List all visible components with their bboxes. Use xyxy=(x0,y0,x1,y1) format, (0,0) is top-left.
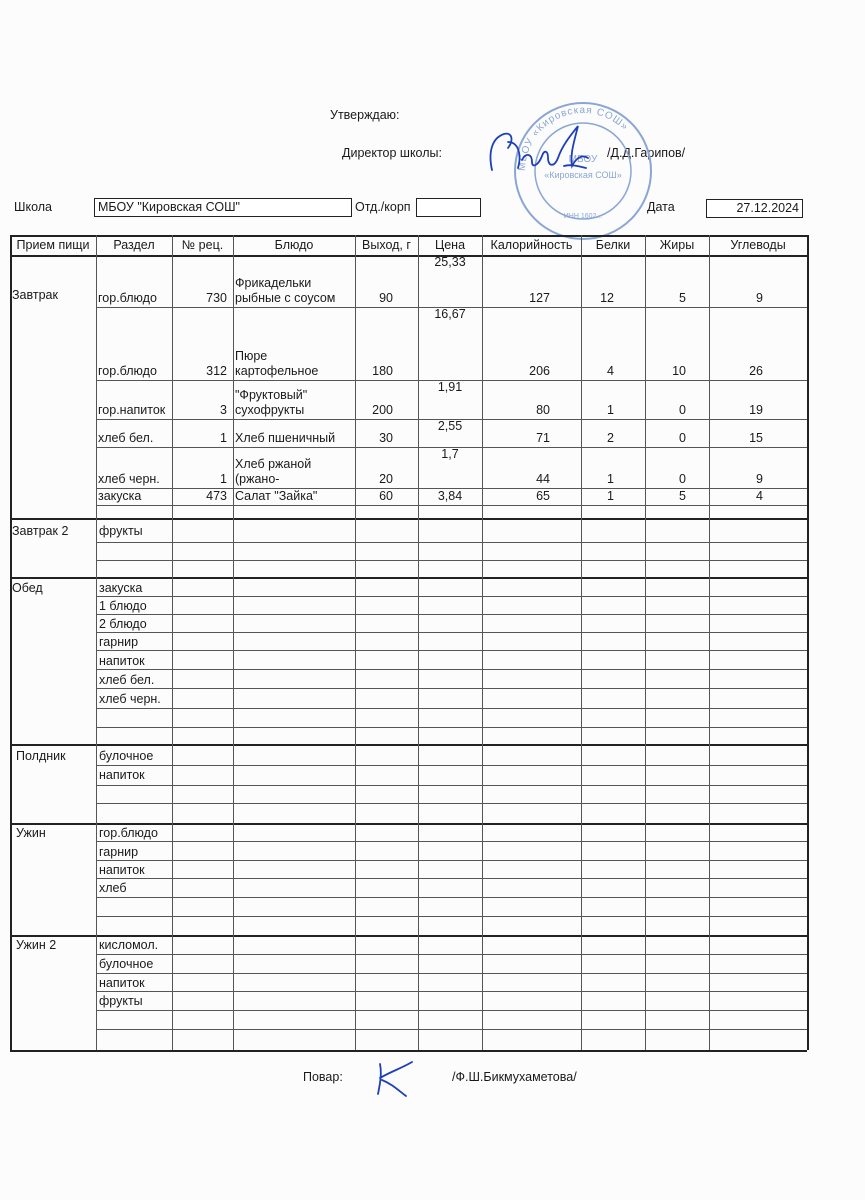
recipe-cell: 730 xyxy=(206,291,227,305)
weight-cell: 180 xyxy=(372,364,393,378)
zavtrak2-section-item: фрукты xyxy=(99,524,143,538)
col-kcal-header: Калорийность xyxy=(490,238,573,252)
dish-cell-line1: Пюре xyxy=(235,349,268,363)
section-cell: гор.блюдо xyxy=(98,364,157,378)
cook-signature xyxy=(372,1058,422,1100)
col-weight-header: Выход, г xyxy=(362,238,411,252)
col-price-header: Цена xyxy=(434,238,466,252)
cook-label: Повар: xyxy=(303,1070,343,1084)
weight-cell: 60 xyxy=(379,489,393,503)
meal-uzhin2: Ужин 2 xyxy=(16,938,57,952)
kcal-cell: 44 xyxy=(536,472,550,486)
kcal-cell: 65 xyxy=(536,489,550,503)
fat-cell: 5 xyxy=(679,291,686,305)
dish-cell-line2: сухофрукты xyxy=(235,403,305,417)
dish-cell-line2: картофельное xyxy=(235,364,319,378)
dept-field[interactable] xyxy=(416,198,481,217)
obed-section-item: гарнир xyxy=(99,635,139,649)
price-cell: 1,7 xyxy=(441,447,459,461)
kcal-cell: 127 xyxy=(529,291,550,305)
price-cell: 16,67 xyxy=(434,307,466,321)
stamp-line2: «Кировская СОШ» xyxy=(544,170,622,180)
col-recipe-header: № рец. xyxy=(181,238,224,252)
kcal-cell: 71 xyxy=(536,431,550,445)
school-label: Школа xyxy=(14,200,52,214)
col-protein-header: Белки xyxy=(595,238,631,252)
carbs-cell: 26 xyxy=(749,364,763,378)
section-cell: хлеб черн. xyxy=(98,472,160,486)
recipe-cell: 473 xyxy=(206,489,227,503)
meal-uzhin: Ужин xyxy=(16,826,46,840)
protein-cell: 1 xyxy=(607,489,614,503)
obed-section-item: закуска xyxy=(99,581,143,595)
weight-cell: 200 xyxy=(372,403,393,417)
uzhin-section-item: гор.блюдо xyxy=(99,826,158,840)
poldnik-section-item: напиток xyxy=(99,768,145,782)
carbs-cell: 9 xyxy=(756,291,763,305)
obed-section-item: 1 блюдо xyxy=(99,599,147,613)
director-signature xyxy=(478,112,608,182)
kcal-cell: 206 xyxy=(529,364,550,378)
carbs-cell: 19 xyxy=(749,403,763,417)
col-carbs-header: Углеводы xyxy=(730,238,786,252)
uzhin2-section-item: напиток xyxy=(99,976,145,990)
dish-cell: Хлеб пшеничный xyxy=(235,431,336,445)
approve-label: Утверждаю: xyxy=(330,108,400,122)
weight-cell: 30 xyxy=(379,431,393,445)
section-cell: гор.блюдо xyxy=(98,291,157,305)
obed-section-item: хлеб бел. xyxy=(99,673,155,687)
date-field[interactable]: 27.12.2024 xyxy=(706,199,803,218)
recipe-cell: 312 xyxy=(206,364,227,378)
obed-section-item: хлеб черн. xyxy=(99,692,161,706)
price-cell: 2,55 xyxy=(437,419,463,433)
recipe-cell: 3 xyxy=(220,403,227,417)
uzhin2-section-item: булочное xyxy=(99,957,154,971)
fat-cell: 0 xyxy=(679,403,686,417)
kcal-cell: 80 xyxy=(536,403,550,417)
recipe-cell: 1 xyxy=(220,472,227,486)
dish-cell: Салат "Зайка" xyxy=(235,489,318,503)
date-label: Дата xyxy=(647,200,675,214)
section-cell: хлеб бел. xyxy=(98,431,154,445)
school-field[interactable]: МБОУ "Кировская СОШ" xyxy=(94,198,352,217)
price-cell: 25,33 xyxy=(434,255,466,269)
director-label: Директор школы: xyxy=(342,146,442,160)
uzhin-section-item: хлеб xyxy=(99,881,127,895)
fat-cell: 0 xyxy=(679,472,686,486)
director-name: /Д.Д.Гарипов/ xyxy=(607,146,686,160)
col-dish-header: Блюдо xyxy=(274,238,314,252)
dish-cell-line2: (ржано- xyxy=(235,472,280,486)
carbs-cell: 15 xyxy=(749,431,763,445)
uzhin2-section-item: кисломол. xyxy=(99,938,159,952)
col-section-header: Раздел xyxy=(113,238,155,252)
section-cell: закуска xyxy=(98,489,142,503)
meal-obed: Обед xyxy=(12,581,43,595)
fat-cell: 0 xyxy=(679,431,686,445)
stamp-ring-text: МБОУ «Кировская СОШ» xyxy=(516,104,631,172)
dish-cell-line2: рыбные с соусом xyxy=(235,291,336,305)
section-cell: гор.напиток xyxy=(98,403,166,417)
meal-zavtrak: Завтрак xyxy=(12,288,58,302)
meal-zavtrak2: Завтрак 2 xyxy=(12,524,69,538)
stamp-inn: ИНН 1602... xyxy=(563,213,603,220)
weight-cell: 90 xyxy=(379,291,393,305)
uzhin-section-item: напиток xyxy=(99,863,145,877)
protein-cell: 1 xyxy=(607,403,614,417)
weight-cell: 20 xyxy=(379,472,393,486)
obed-section-item: 2 блюдо xyxy=(99,617,147,631)
poldnik-section-item: булочное xyxy=(99,749,154,763)
protein-cell: 1 xyxy=(607,472,614,486)
carbs-cell: 4 xyxy=(756,489,763,503)
carbs-cell: 9 xyxy=(756,472,763,486)
fat-cell: 5 xyxy=(679,489,686,503)
recipe-cell: 1 xyxy=(220,431,227,445)
fat-cell: 10 xyxy=(672,364,686,378)
dish-cell-line1: "Фруктовый" xyxy=(235,388,308,402)
cook-name: /Ф.Ш.Бикмухаметова/ xyxy=(452,1070,577,1084)
dept-label: Отд./корп xyxy=(355,200,411,214)
dish-cell-line1: Хлеб ржаной xyxy=(235,457,312,471)
price-cell: 3,84 xyxy=(437,489,463,503)
price-cell: 1,91 xyxy=(437,380,463,394)
col-meal-header: Прием пищи xyxy=(16,238,90,252)
obed-section-item: напиток xyxy=(99,654,145,668)
uzhin2-section-item: фрукты xyxy=(99,994,143,1008)
stamp-line1: МБОУ xyxy=(568,154,598,165)
protein-cell: 12 xyxy=(600,291,614,305)
meal-poldnik: Полдник xyxy=(16,749,66,763)
protein-cell: 4 xyxy=(607,364,614,378)
protein-cell: 2 xyxy=(607,431,614,445)
uzhin-section-item: гарнир xyxy=(99,845,139,859)
dish-cell-line1: Фрикадельки xyxy=(235,276,312,290)
col-fat-header: Жиры xyxy=(659,238,695,252)
